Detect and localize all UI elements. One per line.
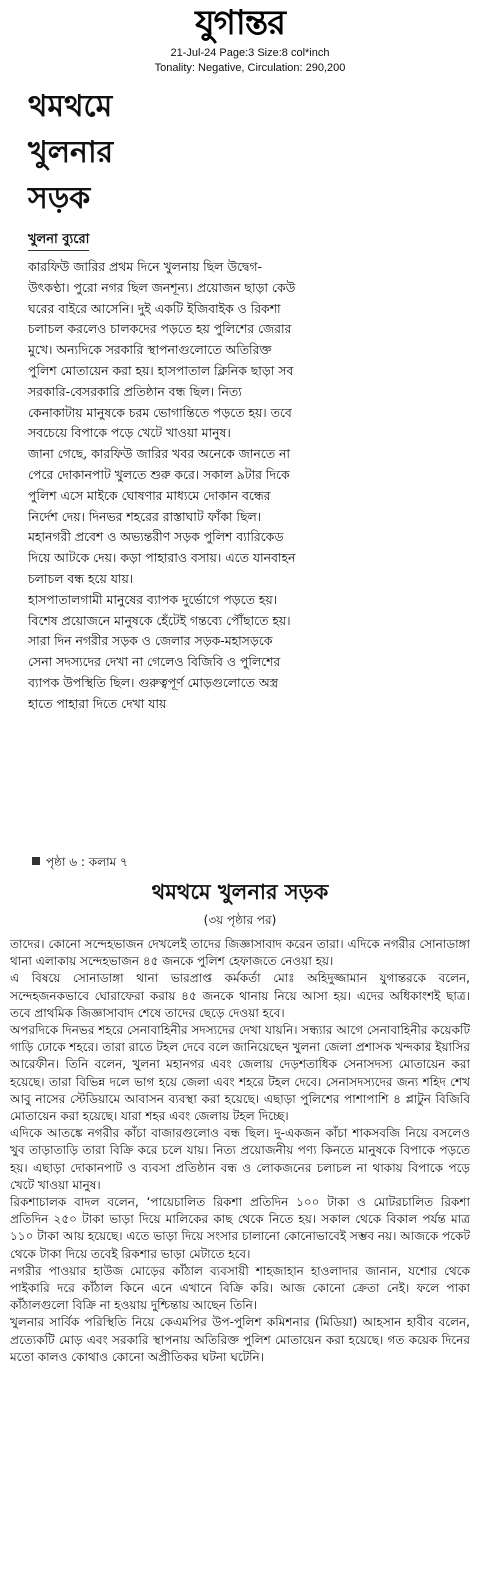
article-paragraph: মহানগরী প্রবেশ ও অভ্যন্তরীণ সড়ক পুলিশ ব্যারিকেড দিয়ে আটকে দেয়। কড়া পাহারাও বসায়। এতে যানবাহন চলাচল বন্ধ হয়ে যায়। bbox=[28, 529, 296, 586]
article-paragraph: অপরদিকে দিনভর শহরে সেনাবাহিনীর সদস্যদের দেখা যায়নি। সন্ধ্যার আগে সেনাবাহিনীর কয়েকটি গাড়ি ঢোকে শহরে। তারা রাতে টহল দেবে বলে জানিয়েছেন খুলনা জেলা প্রশাসক খন্দকার ইয়াসির আরেফীন। তিনি বলেন, খুলনা মহানগর এবং জেলায় দেড়শতাধিক সেনাসদস্য মোতায়েন করা হয়েছে। তারা বিভিন্ন দলে ভাগ হয়ে জেলা এবং শহরে টহল দেবে। সেনাসদস্যদের জন্য শহিদ শেখ আবু নাসের স্টেডিয়ামে আবাসন ব্যবস্থা করা হয়েছে। এছাড়া পুলিশের পাশাপাশি ৪ প্লাটুন বিজিবি মোতায়েন করা হয়েছে। যারা শহর এবং জেলায় টহল দিচ্ছে। bbox=[10, 1023, 470, 1124]
continuation-note bbox=[32, 854, 128, 870]
article-paragraph: তাদের। কোনো সন্দেহভাজন দেখলেই তাদের জিজ্ঞাসাবাদ করেন তারা। এদিকে নগরীর সোনাডাঙ্গা থানা এলাকায় সন্দেহভাজন ৪৫ জনকে পুলিশ হেফাজতে নেওয়া হয়। bbox=[10, 937, 470, 969]
article-paragraph: কারফিউ জারির প্রথম দিনে খুলনায় ছিল উদ্বেগ-উৎকণ্ঠা। পুরো নগর ছিল জনশূন্য। প্রয়োজন ছাড়া কেউ ঘরের বাইরে আসেনি। দুই একটি ইজিবাইক ও রিকশা চলাচল করলেও চালকদের পড়তে হয় পুলিশের জেরার মুখে। অন্যদিকে সরকারি স্থাপনাগুলোতে অতিরিক্ত পুলিশ মোতায়েন করা হয়। হাসপাতাল ক্লিনিক ছাড়া সব সরকারি-বেসরকারি প্রতিষ্ঠান বন্ধ ছিল। নিত্য কেনাকাটায় মানুষকে চরম ভোগান্তিতে পড়তে হয়। তবে সবচেয়ে বিপাকে পড়ে খেটে খাওয়া মানুষ। bbox=[28, 259, 296, 441]
article-paragraph: এদিকে আতঙ্কে নগরীর কাঁচা বাজারগুলোও বন্ধ ছিল। দু-একজন কাঁচা শাকসবজি নিয়ে বসলেও খুব তাড়াতাড়ি তারা বিক্রি করে চলে যায়। নিত্য প্রয়োজনীয় পণ্য কিনতে মানুষকে বিপাকে পড়তে হয়। এছাড়া দোকানপাট ও ব্যবসা প্রতিষ্ঠান বন্ধ ও লোকজনের চলাচল না থাকায় বিপাকে পড়ে খেটে খাওয়া মানুষ। bbox=[10, 1126, 470, 1192]
article-paragraph: হাসপাতালগামী মানুষের ব্যাপক দুর্ভোগে পড়তে হয়। বিশেষ প্রয়োজনে মানুষকে হেঁটেই গন্তব্যে পৌঁছাতে হয়। সারা দিন নগরীর সড়ক ও জেলার সড়ক-মহাসড়কে সেনা সদস্যদের দেখা না গেলেও বিজিবি ও পুলিশের ব্যাপক উপস্থিতি ছিল। গুরুত্বপূর্ণ মোড়গুলোতে অস্ত্র হাতে পাহারা দিতে দেখা যায় bbox=[28, 591, 291, 711]
headline-line: খুলনার bbox=[28, 135, 114, 170]
article-front-column bbox=[28, 84, 300, 864]
masthead bbox=[0, 0, 479, 82]
article-paragraph: রিকশাচালক বাদল বলেন, ‘পায়েচালিত রিকশা প্রতিদিন ১০০ টাকা ও মোটরচালিত রিকশা প্রতিদিন ২৫০ টাকা ভাড়া দিয়ে মালিকের কাছ থেকে নিতে হয়। সকাল থেকে বিকাল পর্যন্ত মাত্র ১১০ টাকা আয় হয়েছে। এতে ভাড়া দিয়ে সংসার চালানো কোনোভাবেই সম্ভব নয়। আজকে পকেট থেকে টাকা দিয়ে তবেই রিকশার ভাড়া মেটাতে হবে। bbox=[10, 1195, 470, 1261]
clipping-meta-date: 21-Jul-24 Page:3 Size:8 col*inch bbox=[170, 47, 330, 59]
continuation-subtitle: (৩য় পৃষ্ঠার পর) bbox=[203, 913, 277, 927]
article-paragraph: খুলনার সার্বিক পরিস্থিতি নিয়ে কেএমপির উপ-পুলিশ কমিশনার (মিডিয়া) আহসান হাবীব বলেন, প্রত্যেকটি মোড় এবং সরকারি স্থাপনায় অতিরিক্ত পুলিশ মোতায়েন করা হয়েছে। গত কয়েক দিনের মতো কালও কোথাও কোনো অপ্রীতিকর ঘটনা ঘটেনি। bbox=[10, 1315, 470, 1364]
clipping-meta-tonality: Tonality: Negative, Circulation: 290,200 bbox=[154, 62, 346, 74]
continuation-headline: থমথমে খুলনার সড়ক bbox=[151, 880, 329, 904]
byline: খুলনা ব্যুরো bbox=[28, 232, 89, 251]
headline-line: সড়ক bbox=[28, 181, 91, 216]
continuation-text: পৃষ্ঠা ৬ : কলাম ৭ bbox=[46, 855, 128, 869]
article-paragraph: এ বিষয়ে সোনাডাঙ্গা থানা ভারপ্রাপ্ত কর্মকর্তা মোঃ অহিদুজ্জামান যুগান্তরকে বলেন, সন্দেহজনকভাবে ঘোরাফেরা করায় ৪৫ জনকে থানায় নিয়ে আসা হয়। এদের অধিকাংশই ছাত্র। তবে প্রাথমিক জিজ্ঞাসাবাদ শেষে তাদের ছেড়ে দেওয়া হবে। bbox=[10, 971, 470, 1020]
article-body bbox=[28, 257, 300, 715]
headline-line: থমথমে bbox=[28, 89, 113, 124]
article-continuation-section bbox=[0, 872, 479, 1578]
continuation-body bbox=[10, 936, 470, 1366]
newspaper-logo: যুগান্তর bbox=[195, 3, 285, 43]
article-paragraph: জানা গেছে, কারফিউ জারির খবর অনেকে জানতে না পেরে দোকানপাট খুলতে শুরু করে। সকাল ৯টার দিকে পুলিশ এসে মাইকে ঘোষণার মাধ্যমে দোকান বন্ধের নির্দেশ দেয়। দিনভর শহরের রাস্তাঘাট ফাঁকা ছিল। bbox=[28, 446, 290, 524]
article-paragraph: নগরীর পাওয়ার হাউজ মোড়ের কাঁঠাল ব্যবসায়ী শাহজাহান হাওলাদার জানান, যশোর থেকে পাইকারি দরে কাঁঠাল কিনে এনে এখানে বিক্রি করি। আজ কোনো ক্রেতা নেই। ফলে পাকা কাঁঠালগুলো বিক্রি না হওয়ায় দুশ্চিন্তায় আছেন তিনি। bbox=[10, 1263, 470, 1313]
article-headline bbox=[28, 84, 228, 222]
bullet-square-icon bbox=[32, 857, 40, 865]
